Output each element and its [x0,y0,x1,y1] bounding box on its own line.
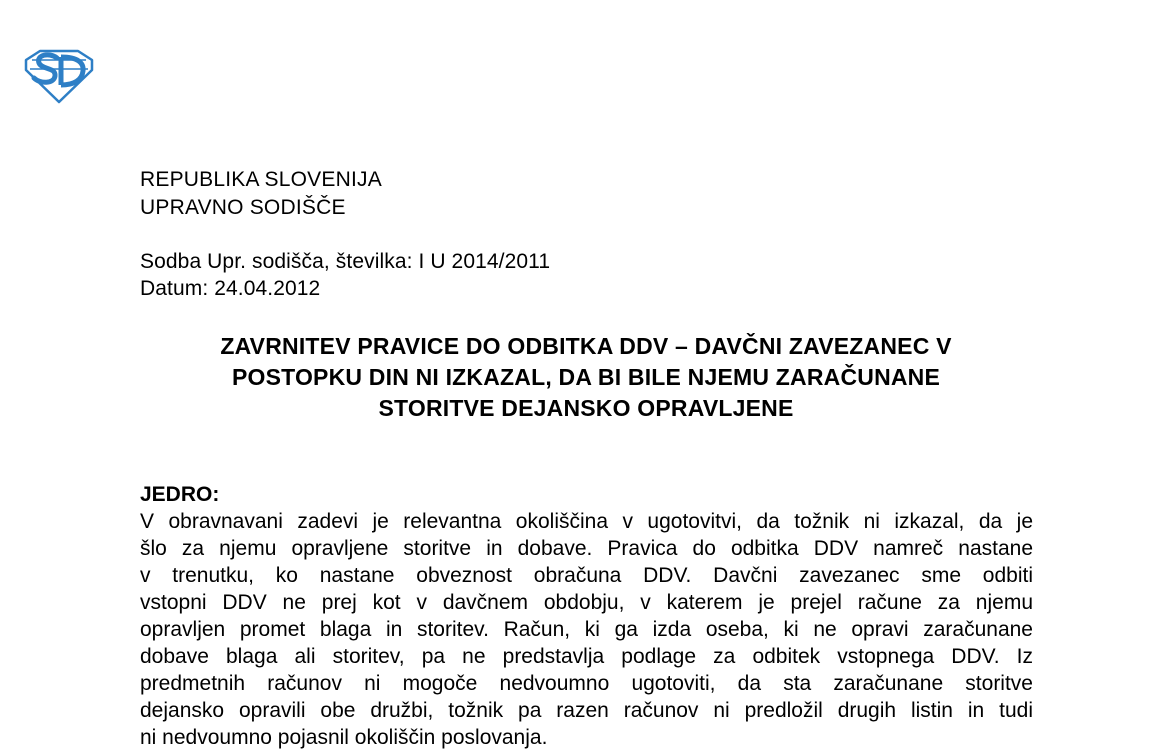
title-line-2: POSTOPKU DIN NI IZKAZAL, DA BI BILE NJEMU ZARAČUNANE [231,364,941,390]
case-metadata [140,248,550,302]
paragraph-line: vstopni DDV ne prej kot v davčnem obdobju, v katerem je prejel račune za njemu [140,591,1033,614]
case-number: Sodba Upr. sodišča, številka: I U 2014/2011 [140,250,551,273]
title-line-3: STORITVE DEJANSKO OPRAVLJENE [378,395,794,421]
paragraph-line: predmetnih računov ni mogoče nedvoumno ugotoviti, da sta zaračunane storitve [140,672,1033,695]
paragraph-line: dobave blaga ali storitev, pa ne predstavlja podlage za odbitek vstopnega DDV. Iz [140,645,1033,668]
title-line-1: ZAVRNITEV PRAVICE DO ODBITKA DDV – DAVČNI ZAVEZANEC V [220,333,952,359]
paragraph-line: V obravnavani zadevi je relevantna okoliščina v ugotovitvi, da tožnik ni izkazal, da je [140,510,1033,533]
country-name: REPUBLIKA SLOVENIJA [140,168,382,191]
paragraph-line: šlo za njemu opravljene storitve in dobave. Pravica do odbitka DDV namreč nastane [140,537,1033,560]
decision-date: Datum: 24.04.2012 [140,277,321,300]
paragraph-line: opravljen promet blaga in storitev. Račun, ki ga izda oseba, ki ne opravi zaračunane [140,618,1033,641]
summary-paragraph [140,508,1033,751]
court-logo-icon [22,48,96,104]
court-name: UPRAVNO SODIŠČE [140,196,346,219]
institution-heading [140,166,382,222]
paragraph-line: dejansko opravili obe družbi, tožnik pa razen računov ni predložil drugih listin in tudi [140,699,1033,722]
section-label: JEDRO: [140,483,220,506]
paragraph-line: v trenutku, ko nastane obveznost obračuna DDV. Davčni zavezanec sme odbiti [140,564,1033,587]
paragraph-line: ni nedvoumno pojasnil okoliščin poslovanja. [140,726,548,749]
document-title [120,331,1052,424]
